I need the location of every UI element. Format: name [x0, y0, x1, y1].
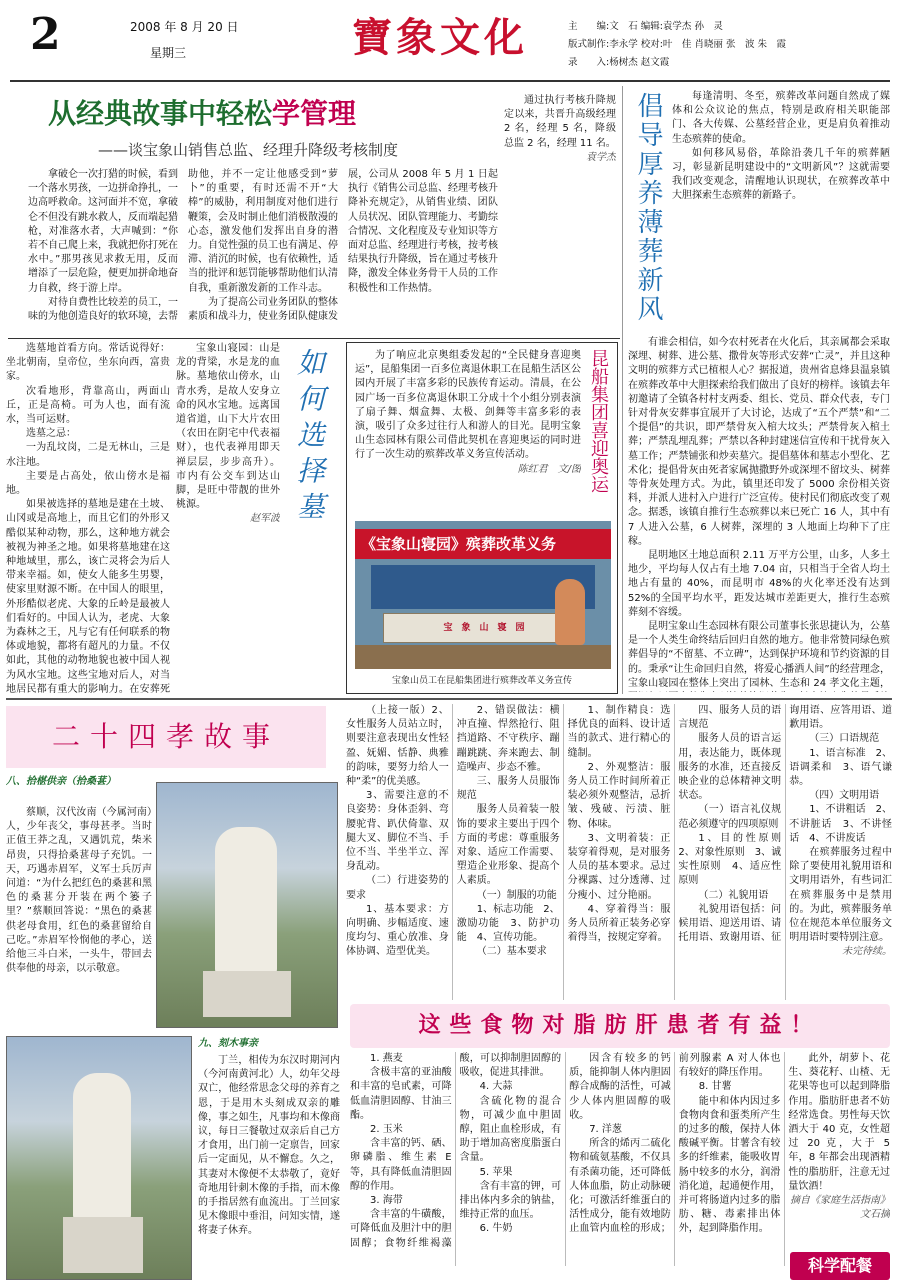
food-paragraph: 7. 洋葱: [589, 1124, 622, 1136]
statue-photo-cai-shun: [156, 782, 338, 1028]
statue-photo-ding-lan: [6, 1036, 192, 1280]
service-paragraph: 3、文明着装：正装穿着得观，是对服务人员的基本要求。忌过分裸露、过分透薄、过分瘦小、过分艳丽。: [567, 832, 671, 901]
service-paragraph: （一）制服的功能: [476, 889, 557, 901]
lead-paragraph: 对待自费性比较差的员工，一味的为他创造良好的软环境，去帮助他，并不一定让他感受到“萝卜”的重要，有时还需不开“大棒”的威胁，利用制度对他们进行鞭策，会及时制止他们消极散漫的心态，激发他们发挥出自身的潜力。自觉性强的员工也有满足、停滞、消沉的时候，也有依赖性，适当的批评和惩罚能够帮助他们认清自我，重新激发新的工作斗志。: [28, 169, 338, 323]
service-paragraph: 2、外观整洁：服务人员工作时间所着正装必须外观整洁，忌折皱、残破、污渍、脏物、体味。: [567, 761, 671, 830]
service-paragraph: 服务人员的语言运用，表达能力，既体现服务的水准，还直接反映企业的总体精神文明状态。: [678, 733, 782, 802]
statue-figure: [73, 1073, 131, 1223]
food-paragraph: 含极丰富的亚油酸和丰富的皂甙素，可降低血清胆固醇、甘油三酯。: [350, 1067, 452, 1121]
tomb-paragraph: 选墓地首看方向。常话说得好：坐北朝南，皇帝位，坐东向西，富贵家。: [6, 343, 170, 383]
lead-title-accent: 学管理: [272, 97, 357, 130]
service-paragraph: 2、错误做法：横冲直撞、悍然抢行、阻挡道路、不守秩序、蹦蹦跳跳、奔来跑去、制造噪声、步态不雅。: [456, 705, 560, 773]
lead-paragraph: 拿破仑一次打猎的时候，看到一个落水男孩，一边拼命挣扎，一边高呼救命。这河面并不宽，拿破仑不但没有跳水救人，反而端起猎枪，对准落水者，大声喊到：“你若不自己爬上来，我就把你打死在水中。”那男孩见求救无用，反而增添了一层危险，便更加拼命地奋力自救，终于游上岸。: [28, 169, 178, 294]
photo-story-text: [355, 349, 581, 517]
side-paragraph: 昆明地区土地总面积 2.11 万平方公里，山多，人多土地少，平均每人仅占有土地 7.04 亩，只相当于全省人均土地占有量的 40%，而昆明市 48%的火化率还没有达到 52%的全国平均水平，距发达城市差距更大，推行生态殡葬刻不容缓。: [628, 550, 890, 618]
service-paragraph: 4、穿着得当：服务人员所着正装务必穿着得当，按规定穿着。: [567, 903, 671, 944]
filial-title-box: [6, 706, 326, 768]
service-paragraph: 1、标志功能 2、激励功能 3、防护功能 4、宣传功能。: [456, 903, 560, 944]
service-paragraph: （上接一版）2、女性服务人员站立时，则要注意表现出女性轻盈、妩媚、恬静、典雅的韵味，要努力给人一种“柔”的优美感。: [346, 705, 449, 788]
side-paragraph: 有谁会相信，如今农村死者在火化后，其亲属都会采取深埋、树葬、进公墓、撒骨灰等形式安葬“亡灵”，并且这种文明的殡葬方式已植根人心？据报道，贵州省息烽县温泉镇在殡葬改革中大胆探索给我们做出了良好的榜样。该镇去年初邀请了全镇各村村支两委、组长、党员、群众代表，专门针对骨灰安葬事宜展开了大讨论，达成了“五个严禁”和“二个提倡”的共识，即严禁骨灰入棺大坟头；严禁骨灰入棺土葬；严禁乱埋乱葬；严禁以各种封建迷信宣传和干扰骨灰入墓工作；严禁铺张和炒卖墓穴。提倡墓体和墓志小型化、艺术化；提倡骨灰由死者家属抛撒野外或深埋不留坟头、树葬等骨灰处理方式。为此，镇里还印发了 5000 余份相关资料，并派人进村入户进行广泛宣传。使村民们彻底改变了观念。据悉，该镇自推行生态殡葬以来已死亡 16 人，其中有 7 人进入公墓，6 人树葬，深埋的 3 人地面上均种下了庄稼。: [628, 337, 890, 547]
event-desk: [383, 613, 583, 643]
tomb-article: [6, 342, 340, 694]
side-paragraph: 如何移风易俗，革除沿袭几千年的殡葬陋习，彰显新昆明建设中的“文明新风”？这就需要我们改变观念，清醒地认识现状，在殡葬改革中大胆探索生态殡葬的新路子。: [672, 147, 890, 202]
story-8-heading: 八、拾椹供亲（拾桑葚）: [6, 776, 116, 787]
tomb-paragraph: 如果被选择的墓地是建在土坡、山冈或是高地上，而且它们的外形又酷似某种动物，那么，这种地方就会被视为神圣之地。如果将墓地建在这种地域里，那么，该亡灵将会为后人带来幸福。如，使女人能多生男婴，使家里财源不断。在中国人的眼里，外形酷似老虎、大象的丘岭是最被人们看好的。中国人认为，老虎、大象为森林之王，凡与它有任何联系的物体或地貌，都将有超凡的力量。不仅如此，其他的动物地貌也被中国人视为风水宝地。这些宝地对后人，对当地居民都有重大的影响力。在安葬死: [6, 499, 170, 694]
tomb-col-1: [6, 342, 170, 694]
filial-story-9: [6, 1036, 340, 1280]
event-floor: [355, 645, 611, 669]
masthead-logo: 寶象文化: [352, 14, 528, 61]
photo-story-byline: 陈红君 文/图: [517, 463, 581, 475]
filial-title: 二十四孝故事: [51, 720, 280, 753]
lead-paragraph: 通过执行考核升降规定以来，共晋升高级经理 2 名，经理 5 名，降级总监 2 名，经理 11 名。: [504, 95, 616, 149]
side-title: 倡导厚养薄葬新风: [633, 92, 663, 324]
food-paragraph: 能中和体内因过多食物肉食和蛋类所产生的过多的酸，保持人体酸碱平衡。甘薯含有较多的纤维素，能吸收胃肠中较多的水分，润滑消化道，起通便作用，并可将肠道内过多的脂肪、糖、毒素排出体外，起到降脂作用。: [678, 1095, 781, 1235]
food-paragraph: 4. 大蒜: [479, 1081, 513, 1093]
service-paragraph: 1、制作精良：选择优良的面料、设计适当的款式、进行精心的缝制。: [567, 705, 671, 759]
page-number: 2: [30, 10, 61, 60]
service-paragraph: （二）基本要求: [476, 946, 547, 958]
service-paragraph: （一）语言礼仪规范必须遵守的四项原则: [678, 804, 782, 830]
tomb-byline: 赵军波: [250, 513, 280, 525]
statue-figure: [215, 827, 277, 977]
tomb-paragraph: 宝象山寝园：山是龙的背梁，水是龙的血脉。墓地依山傍水，山青水秀，是故人安身立命的风水宝地。远离国道省道，山下大片农田（农田在阴宅中代表福财），也代表禅用即天禅层层，步步高升）。市内有公交车到达山脚，是旺中带靓的世外桃源。: [176, 343, 280, 511]
food-article: [350, 1052, 890, 1266]
food-paragraph: 含丰富的牛磺酸，可降低血及胆汁中的胆固醇；食物纤维褐藻酸，可以抑制胆固醇的吸收，促进其排泄。: [350, 1053, 562, 1249]
credit-line-1: 主 编:文 石 编辑:袁学杰 孙 灵: [568, 21, 723, 32]
food-paragraph: 6. 牛奶: [479, 1223, 513, 1235]
tomb-paragraph: 选墓之忌：: [26, 428, 76, 440]
tomb-title: 如何选择墓: [293, 348, 326, 528]
issue-weekday: 星期三: [150, 46, 187, 60]
story-8-body: [6, 806, 152, 1032]
masthead: [0, 0, 900, 78]
event-photo: [355, 521, 611, 669]
photo-story-caption: 宝象山员工在昆船集团进行殡葬改革义务宣传: [391, 676, 572, 686]
story-9-heading: 九、刻木事亲: [198, 1038, 258, 1049]
service-paragraph: （四）文明用语: [809, 790, 880, 802]
food-byline: 摘自《家庭生活指南》文石摘: [789, 1195, 890, 1221]
event-desk-sign: 宝 象 山 寝 园: [443, 623, 525, 633]
side-paragraph: 每逢清明、冬至，殡葬改革问题自然成了媒体和公众议论的焦点，特别是政府相关职能部门、各大传媒、公墓经营企业，更是肩负着推动生态殡葬的使命。: [672, 91, 890, 145]
food-paragraph: 1. 燕麦: [370, 1053, 403, 1064]
side-article: [628, 90, 892, 692]
food-paragraph: 所含的烯丙二硫化物和硫氨基酸，不仅具有杀菌功能，还可降低人体血脂，防止动脉硬化；可激活纤维蛋白的活性成分，能有效地防止血管内血栓的形成；前列腺素 A 对人体也有较好的降压作用。: [569, 1053, 781, 1235]
service-paragraph: （二）行进姿势的要求: [346, 875, 449, 901]
lead-body-right: [504, 94, 616, 334]
food-paragraph: 5. 苹果: [479, 1166, 513, 1178]
side-divider: [622, 86, 623, 694]
food-paragraph: 3. 海带: [370, 1195, 403, 1207]
service-paragraph: （三）口语规范: [809, 733, 880, 745]
service-paragraph: 1、不讲粗话 2、不讲脏话 3、不讲怪话 4、不讲废话: [789, 804, 892, 844]
lead-subtitle: ——谈宝象山销售总监、经理升降级考核制度: [98, 141, 399, 159]
statue-pedestal: [203, 971, 291, 1017]
lead-body: [28, 168, 498, 334]
food-paragraph: 8. 甘薯: [698, 1081, 732, 1093]
story-8-paragraph: 蔡顺，汉代汝南（今属河南）人，少年丧父，事母甚孝。当时正值王莽之乱，又遇饥荒，柴米昂贵，只得拾桑葚母子充饥。一天，巧遇赤眉军，义军士兵厉声问道：“为什么把红色的桑葚和黑色的桑葚分开装在两个篓子里？”蔡顺回答说：“黑色的桑葚供老母食用，红色的桑葚留给自己吃。”赤眉军怜悯他的孝心，送给他三斗白米，一头牛，带回去供奉他的母亲，以示敬意。: [6, 807, 152, 975]
food-title-box: [350, 1004, 890, 1048]
lead-title-main: 从经典故事中轻松: [48, 97, 273, 130]
service-paragraph: 1、语言标准 2、语调柔和 3、语气谦恭。: [789, 747, 892, 788]
service-paragraph: （二）礼貌用语: [698, 889, 769, 901]
story-9-paragraph: 丁兰，相传为东汉时期河内（今河南黄河北）人，幼年父母双亡，他经常思念父母的养育之恩，于是用木头刻成双亲的雕像，事之如生，凡事均和木像商议，每日三餐敬过双亲后自己方才食用，出门前一定禀告，回家后一定面见，从不懈怠。久之，其妻对木像便不太恭敬了，竟好奇地用针刺木像的手指，而木像的手指居然有血流出。丁兰回家见木像眼中垂泪，问知实情，遂将妻子休弃。: [198, 1055, 340, 1237]
masthead-rule: [10, 80, 890, 82]
lead-byline: 袁学杰: [586, 151, 616, 163]
tomb-paragraph: 主要是占高处，依山傍水是福地。: [6, 470, 170, 497]
food-title: 这些食物对脂肪肝患者有益！: [418, 1013, 822, 1038]
statue-pedestal: [63, 1217, 143, 1273]
side-body-bottom: [628, 336, 890, 692]
photo-story: [346, 342, 618, 694]
service-paragraph: 1、目的性原则 2、对象性原则 3、诚实性原则 4、适应性原则: [678, 832, 792, 887]
service-paragraph: 1、基本要求：方向明确、步幅适度、速度均匀、重心放准、身体协调、造型优美。: [346, 903, 449, 958]
science-diet-badge: [790, 1252, 890, 1280]
side-paragraph: 昆明宝象山生态园林有限公司董事长张思捷认为，公墓是一个人类生命终结后回归自然的地方。他非常赞同绿色殡葬倡导的“不留墓、不立碑”，达到保护环境和节约资源的目的。秉承“让生命回归自然，将爱心播洒人间”的经营理念，宝象山寝园在整体上突出了园林、生态和 24 孝文化主题，: [628, 621, 890, 689]
science-diet-badge-text: 科学配餐: [807, 1256, 872, 1275]
photo-story-title: 昆船集团喜迎奥运: [588, 349, 609, 493]
mid-rule: [6, 698, 892, 700]
service-paragraph: 四、服务人员的语言规范: [678, 705, 782, 731]
service-article: [346, 704, 892, 1000]
food-paragraph: 含硫化物的混合物，可减少血中胆固醇，阻止血栓形成，有助于增加高密度脂蛋白含量。: [459, 1095, 562, 1164]
lead-bottom-rule: [8, 338, 620, 339]
photo-story-paragraph: 为了响应北京奥组委发起的“全民健身喜迎奥运”，昆船集团一百多位离退休职工在昆船生活区公园内开展了丰富多彩的民族传育运动。清晨，在公园广场一百多位离退休职工分成十个小组分别表演了扇子舞、烟盒舞、太极、剑舞等丰富多彩的表演，吸引了众多过往行人和游人的目光。昆明宝象山生态园林有限公司借此契机在喜迎奥运的同时进行了一次生动的殡葬改革义务宣传活动。: [355, 350, 581, 461]
service-paragraph: 3、需要注意的不良姿势：身体歪斜、弯腰驼背、趴伏倚靠、双腿大叉、脚位不当、手位不当、半坐半立、浑身乱动。: [346, 790, 449, 873]
service-paragraph: 在殡葬服务过程中除了要使用礼貌用语和文明用语外，有些词汇在殡葬服务中是禁用的。为此，殡葬服务单位在规范本单位服务文明用语时要特别注意。: [789, 847, 892, 944]
tomb-col-2: [176, 342, 280, 694]
lead-article: [8, 88, 618, 336]
credit-line-3: 录 入:杨树杰 赵文霞: [568, 57, 670, 68]
food-paragraph: 因含有较多的钙质，能抑制人体内胆固醇合成酶的活性，可减少人体内胆固醇的吸收。: [569, 1053, 671, 1121]
event-banner-text: 《宝象山寝园》殡葬改革义务: [361, 535, 557, 553]
food-paragraph: 此外，胡萝卜、花生、葵花籽、山楂、无花果等也可以起到降脂作用。脂肪肝患者不妨经常选食。男性每天饮酒大于 40 克，女性超过 20 克，大于 5 年，8 年都会出现酒精性的脂肪肝，注意无过量饮酒！: [788, 1053, 890, 1192]
tomb-paragraph: 一为乱坟岗，二是无林山，三是水注地。: [6, 442, 170, 468]
side-body-top: [672, 90, 890, 334]
filial-story-8: [6, 774, 340, 1032]
food-paragraph: 2. 玉米: [370, 1124, 403, 1136]
tomb-paragraph: 次看地形，背靠高山，两面山丘，正是高椅。可为人也，面有流水，当可运财。: [6, 385, 170, 426]
credit-line-2: 版式制作:李永学 校对:叶 佳 肖晓丽 张 波 朱 霞: [568, 39, 786, 50]
issue-date: 2008 年 8 月 20 日: [130, 20, 239, 34]
person-silhouette: [555, 579, 585, 645]
food-paragraph: 含有丰富的钾，可排出体内多余的钠盐，维持正常的血压。: [459, 1180, 562, 1221]
story-9-body: [198, 1054, 340, 1280]
service-paragraph: 三、服务人员服饰规范: [456, 776, 560, 802]
lead-paragraph: 为了提高公司业务团队的整体素质和战斗力，使业务团队健康发展，公司从 2008 年 5 月 1 日起执行《销售公司总监、经理考核升降补充规定》，从销售业绩、团队人员状况、团队管理能力、考勤综合情况、文化程度及专业知识等方面对总监、经理进行考核，按考核结果执行升降级，旨在通过考核升降，激发全体业务骨干人员的工作积极性和工作热情。: [188, 169, 498, 323]
service-byline: 未完待续。: [841, 946, 892, 958]
event-banner: [355, 529, 611, 559]
service-paragraph: 服务人员着装一般饰的要求主要出于四个方面的考虑：尊重服务对象、适应工作需要、塑造企业形象、提高个人素质。: [456, 804, 560, 887]
food-paragraph: 含丰富的钙、硒、卵磷脂、维生素 E 等，具有降低血清胆固醇的作用。: [350, 1138, 452, 1192]
service-paragraph: 礼貌用语包括：问候用语、迎送用语、请托用语、致谢用语、征询用语、应答用语、道歉用语。: [678, 705, 892, 944]
